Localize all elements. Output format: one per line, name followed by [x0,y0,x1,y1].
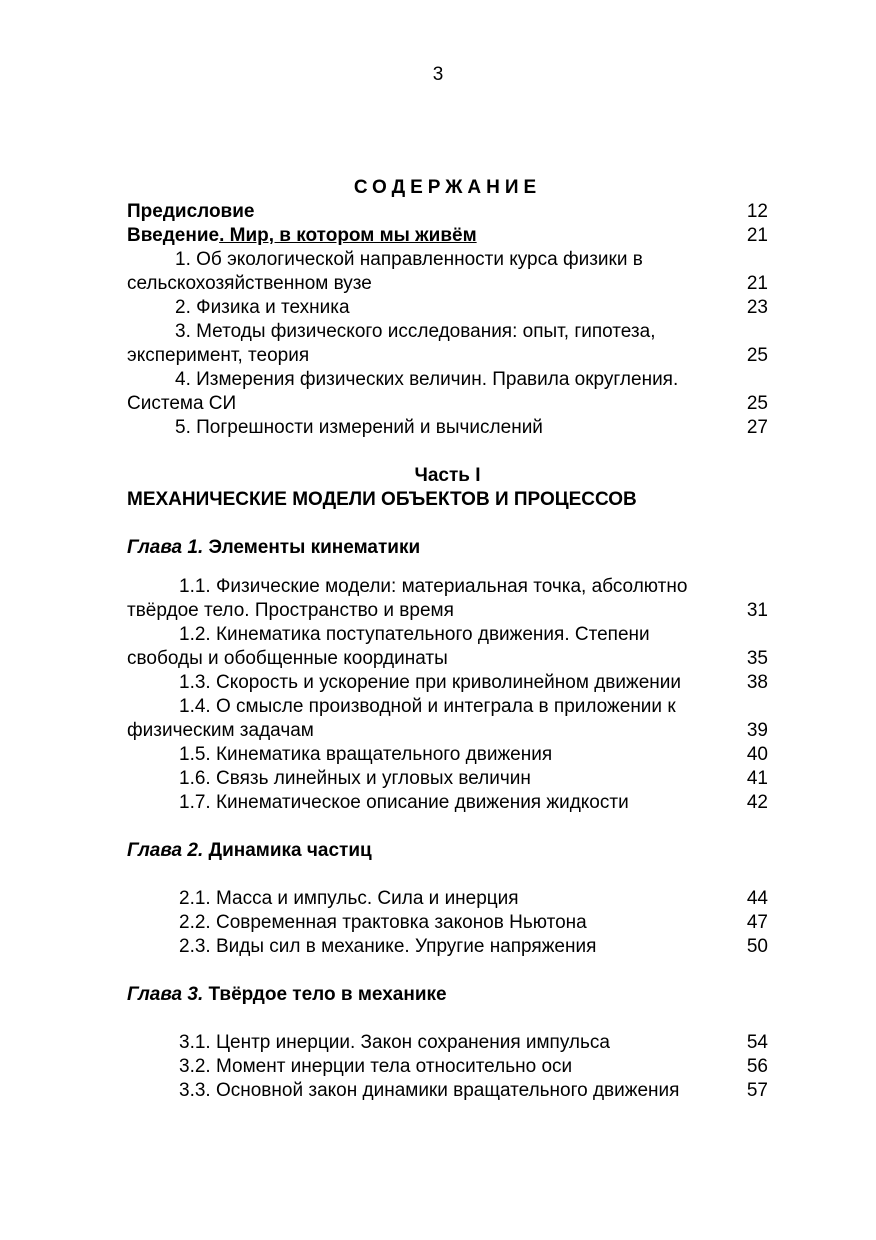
toc-entry-page: 27 [746,417,768,438]
toc-entry-text: Предисловие [127,201,255,222]
toc-entry-subtitle: . Мир, в котором мы живём [219,225,477,246]
toc-entry [127,575,768,623]
toc-entry-page: 23 [746,297,768,318]
toc-title: СОДЕРЖАНИЕ [353,177,542,198]
chapter-title: Динамика частиц [208,840,372,861]
chapter-title: Элементы кинематики [208,537,421,558]
toc-entry-text: 2.1. Масса и импульс. Сила и инерция [179,888,519,909]
chapter-heading-3 [127,983,768,1007]
part-label: Часть I [414,465,481,486]
toc-entry [127,767,768,791]
toc-entry [127,623,768,671]
toc-entry-text: 3.2. Момент инерции тела относительно оси [179,1056,573,1077]
chapter-label: Глава 1. [127,537,204,558]
toc-entry-text: 1.3. Скорость и ускорение при криволинейном движении [179,672,681,693]
toc-entry-page: 41 [746,768,768,789]
chapter-heading-1 [127,536,768,560]
chapter-title: Твёрдое тело в механике [208,984,447,1005]
toc-entry [127,791,768,815]
toc-entry [127,1031,768,1055]
toc-entry-page: 44 [746,888,768,909]
toc-entry-text: 1.4. О смысле производной и интеграла в приложении к физическим задачам [127,696,676,741]
toc-entry [127,671,768,695]
toc-entry-page: 21 [746,225,768,246]
toc-entry-text: 1.2. Кинематика поступательного движения. Степени свободы и обобщенные координаты [127,624,650,669]
toc-entry-text: 3. Методы физического исследования: опыт, гипотеза, эксперимент, теория [127,321,656,366]
toc-entry-page: 57 [746,1080,768,1101]
toc-entry-text: 1.5. Кинематика вращательного движения [179,744,553,765]
toc-entry-text: Введение [127,225,220,246]
chapter-label: Глава 2. [127,840,204,861]
toc-entry [127,1079,768,1103]
toc-entry-page: 50 [746,936,768,957]
toc-entry-text: 2. Физика и техника [175,297,350,318]
toc-entry [127,743,768,767]
toc-entry-text: 3.3. Основной закон динамики вращательного движения [179,1080,680,1101]
toc-entry-text: 4. Измерения физических величин. Правила округления. Система СИ [127,369,679,414]
toc-entry-page: 39 [746,720,768,741]
toc-entry-page: 21 [746,273,768,294]
toc-entry-page: 25 [746,393,768,414]
toc-entry-text: 1.7. Кинематическое описание движения жидкости [179,792,629,813]
toc-entry-page: 42 [746,792,768,813]
toc-entry-page: 47 [746,912,768,933]
toc-entry [127,320,768,368]
page-number: 3 [432,64,444,85]
toc-entry [127,248,768,296]
toc-entry-page: 25 [746,345,768,366]
toc-entry [127,935,768,959]
toc-entry-text: 1.6. Связь линейных и угловых величин [179,768,531,789]
table-of-contents [127,176,768,1103]
toc-entry-page: 40 [746,744,768,765]
toc-entry-text: 3.1. Центр инерции. Закон сохранения импульса [179,1032,610,1053]
toc-entry-page: 54 [746,1032,768,1053]
toc-entry-introduction [127,224,768,248]
toc-entry [127,296,768,320]
toc-entry-text: 5. Погрешности измерений и вычислений [175,417,543,438]
part-title: МЕХАНИЧЕСКИЕ МОДЕЛИ ОБЪЕКТОВ И ПРОЦЕССОВ [127,489,637,510]
toc-entry-page: 56 [746,1056,768,1077]
toc-entry [127,416,768,440]
toc-entry [127,368,768,416]
chapter-label: Глава 3. [127,984,204,1005]
toc-entry [127,911,768,935]
toc-entry-preface [127,200,768,224]
toc-entry [127,1055,768,1079]
chapter-heading-2 [127,839,768,863]
toc-entry-page: 31 [746,600,768,621]
toc-entry-page: 12 [746,201,768,222]
toc-entry-page: 38 [746,672,768,693]
toc-entry-page: 35 [746,648,768,669]
toc-entry [127,887,768,911]
toc-entry-text: 1. Об экологической направленности курса физики в сельскохозяйственном вузе [127,249,643,294]
toc-entry-text: 2.2. Современная трактовка законов Ньютона [179,912,587,933]
toc-entry [127,695,768,743]
toc-entry-text: 2.3. Виды сил в механике. Упругие напряжения [179,936,597,957]
toc-entry-text: 1.1. Физические модели: материальная точка, абсолютно твёрдое тело. Пространство и время [127,576,688,621]
